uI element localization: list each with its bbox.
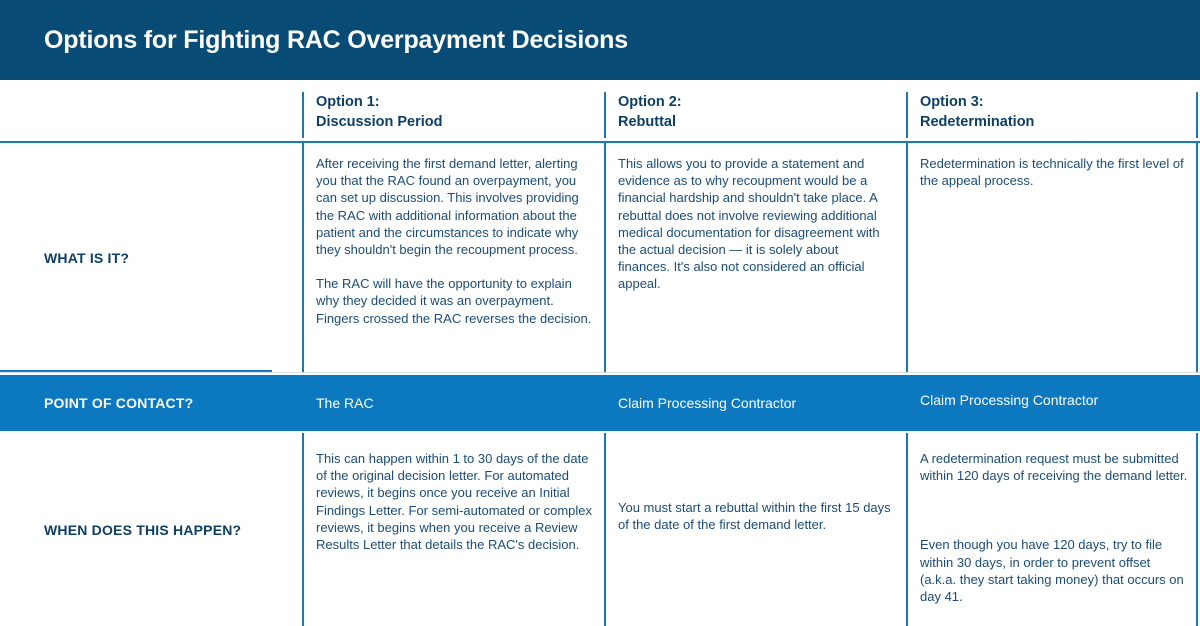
column-header-option3-name: Redetermination [920,114,1035,130]
cell-when-option3 [906,450,1200,605]
cell-paragraph: You must start a rebuttal within the first 15 days of the date of the first demand letter. [618,500,891,533]
cell-paragraph: Redetermination is technically the first level of the appeal process. [920,156,1184,189]
cell-what-is-it-option3 [906,155,1200,189]
cell-what-is-it-option1 [302,155,604,327]
page-header [0,0,1200,80]
column-header-option2-number: Option 2: [618,94,682,110]
column-header-option3 [906,92,1200,138]
cell-paragraph: This allows you to provide a statement and evidence as to why recoupment would be a financial hardship and shouldn't take place. A rebuttal does not involve reviewing additional medical documentation for disagreement with the actual decision — it is solely about finances. It's also not considered an official appeal. [618,156,880,292]
cell-point-of-contact-option1: The RAC [316,395,374,411]
page-title: Options for Fighting RAC Overpayment Decisions [44,25,628,54]
row-label-point-of-contact: POINT OF CONTACT? [44,395,194,411]
row-label-what-is-it: WHAT IS IT? [44,249,130,266]
row-label-when-does-this-happen: WHEN DOES THIS HAPPEN? [44,521,242,538]
cell-paragraph: After receiving the first demand letter, alerting you that the RAC found an overpayment, you can set up discussion. This involves providing the RAC with additional information about the patient and the circumstances to indicate why they shouldn't begin the recoupment process. [316,156,579,258]
cell-paragraph: The RAC will have the opportunity to explain why they decided it was an overpayment. Fingers crossed the RAC reverses the decision. [316,276,592,326]
cell-paragraph: This can happen within 1 to 30 days of the date of the original decision letter. For automated reviews, it begins once you receive an Initial Findings Letter. For semi-automated or complex reviews, it begins when you receive a Review Results Letter that details the RAC's decision. [316,451,593,553]
column-header-option2-name: Rebuttal [618,114,676,130]
column-header-option1-name: Discussion Period [316,114,443,130]
cell-when-option1 [302,450,604,553]
cell-what-is-it-option2 [604,155,906,293]
cell-paragraph: Even though you have 120 days, try to file within 30 days, in order to prevent offset (a.k.a. they start taking money) that occurs on day 41. [920,537,1184,605]
cell-point-of-contact-option2: Claim Processing Contractor [618,395,797,411]
cell-paragraph: A redetermination request must be submitted within 120 days of receiving the demand letter. [920,451,1188,484]
column-header-option3-number: Option 3: [920,94,984,110]
cell-point-of-contact-option3: Claim Processing Contractor [920,392,1099,408]
column-header-option2 [604,92,906,138]
column-header-option1-number: Option 1: [316,94,380,110]
column-header-option1 [302,92,604,138]
cell-when-option2 [604,499,906,533]
